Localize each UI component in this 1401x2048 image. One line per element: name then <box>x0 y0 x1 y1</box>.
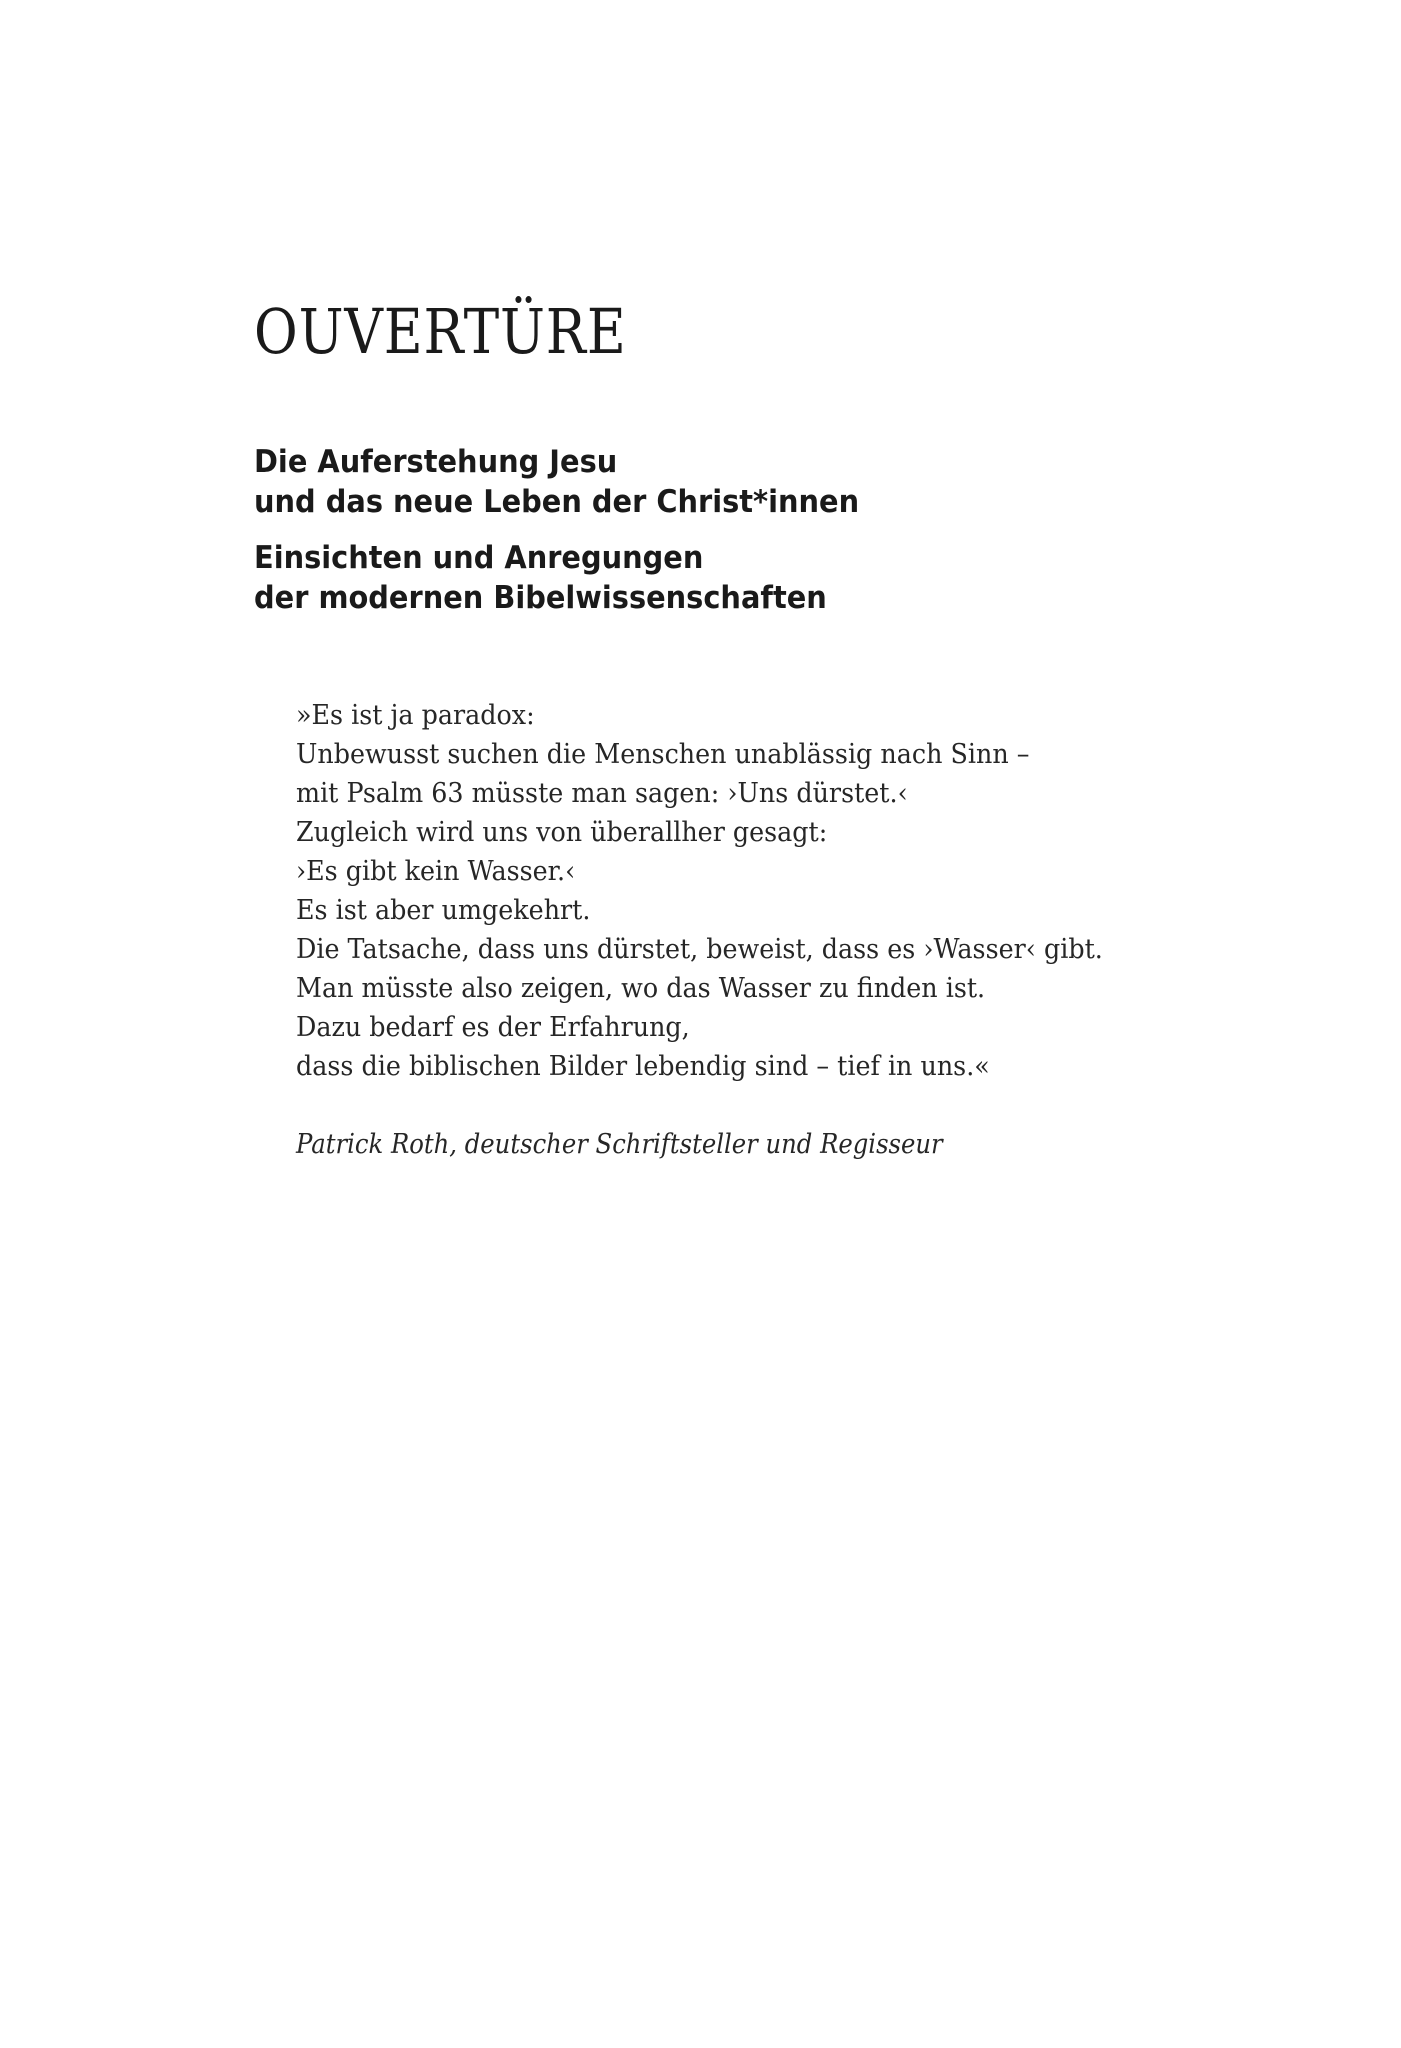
quote-line: mit Psalm 63 müsste man sagen: ›Uns dürstet.‹ <box>296 778 908 809</box>
epigraph-quote <box>296 696 1142 1086</box>
quote-line: Unbewusst suchen die Menschen unablässig nach Sinn – <box>296 739 1030 770</box>
subtitle-secondary <box>254 538 859 618</box>
subtitle-primary <box>254 442 859 522</box>
quote-line: Dazu bedarf es der Erfahrung, <box>296 1012 690 1043</box>
subtitle-line: Die Auferstehung Jesu <box>254 444 618 480</box>
quote-line: Zugleich wird uns von überallher gesagt: <box>296 817 828 848</box>
subtitle-line: Einsichten und Anregungen <box>254 540 704 576</box>
subtitle-line: der modernen Bibelwissenschaften <box>254 580 827 616</box>
chapter-title: OUVERTÜRE <box>254 295 627 368</box>
quote-line: »Es ist ja paradox: <box>296 700 535 731</box>
quote-line: Die Tatsache, dass uns dürstet, beweist, dass es ›Wasser‹ gibt. <box>296 934 1103 965</box>
quote-line: Man müsste also zeigen, wo das Wasser zu finden ist. <box>296 973 986 1004</box>
quote-line: dass die biblischen Bilder lebendig sind – tief in uns.« <box>296 1051 990 1082</box>
quote-line: ›Es gibt kein Wasser.‹ <box>296 856 576 887</box>
quote-attribution: Patrick Roth, deutscher Schriftsteller und Regisseur <box>296 1129 943 1160</box>
subtitle-block <box>254 442 859 634</box>
subtitle-line: und das neue Leben der Christ*innen <box>254 484 860 520</box>
quote-line: Es ist aber umgekehrt. <box>296 895 591 926</box>
